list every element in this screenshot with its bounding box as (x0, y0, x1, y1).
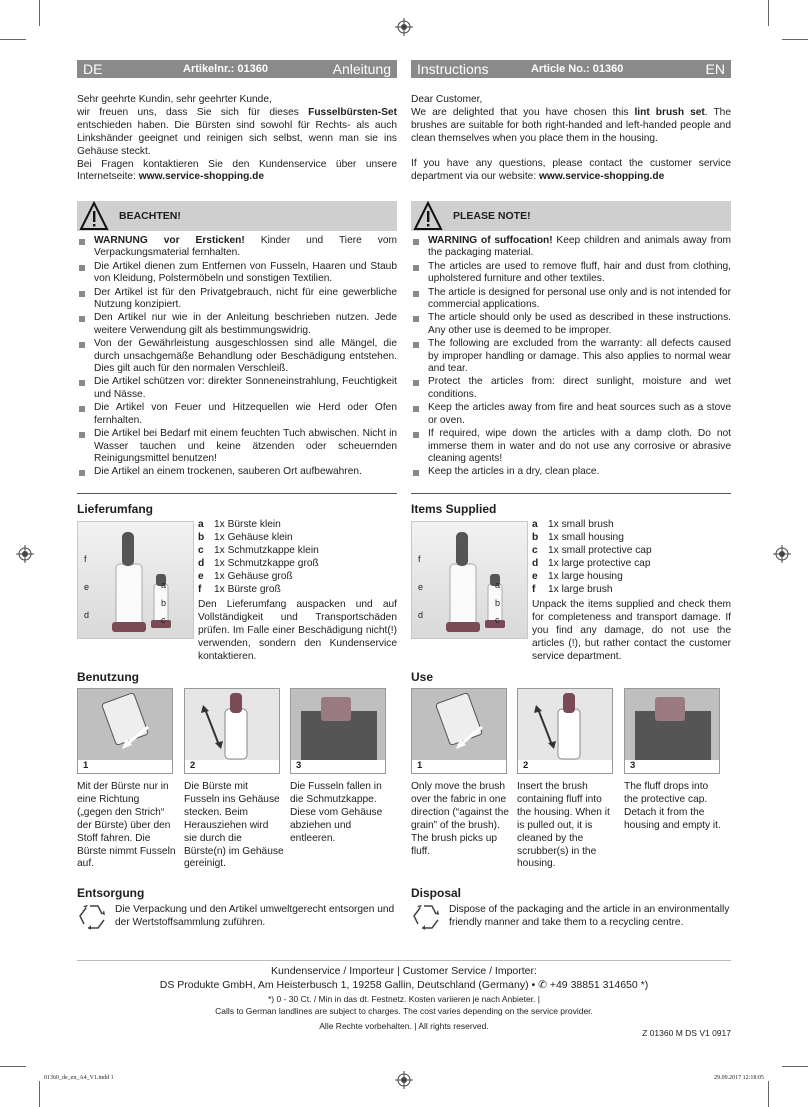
intro-paragraph: wir freuen uns, dass Sie sich für dieses Fusselbürsten-Set entschieden haben. Die Bürsten sind sowohl für Rechts- als auch Linkshänder geeignet und reinigen sich selbst, wenn man sie ins Gehäuse steckt. (77, 106, 397, 157)
step-image-2 (184, 688, 280, 774)
disposal-text: Die Verpackung und den Artikel umweltgerecht entsorgen und der Wertstoffsammlung zuführen. (115, 904, 395, 928)
items-list-en (532, 518, 732, 596)
list-item: Die Artikel an einem trockenen, sauberen Ort aufbewahren. (77, 466, 397, 478)
label-a: a (495, 580, 501, 590)
supply-text: Den Lieferumfang auspacken und auf Vollständigkeit und Transportschäden prüfen. Im Falle einer Beschädigung nicht(!) verwenden, sondern den Kundenservice kontaktieren. (198, 599, 397, 662)
website-link[interactable]: www.service-shopping.de (138, 171, 265, 183)
list-item: The article should only be used as described in these instructions. Any other use is deemed to be improper. (411, 312, 731, 337)
contact-paragraph: If you have any questions, please contact the customer service department via our website: www.service-shopping.de (411, 157, 731, 182)
note-bar-de (77, 201, 397, 231)
document-code: Z 01360 M DS V1 0917 (642, 1028, 731, 1038)
label-f: f (84, 554, 87, 564)
recycle-icon (78, 902, 108, 930)
step-text-3: The fluff drops into the protective cap. Detach it from the housing and empty it. (624, 781, 721, 831)
list-item: Die Artikel bei Bedarf mit einem feuchten Tuch abwischen. Nicht in Wasser tauchen und keine ätzenden oder scheuernden Reinigungsmittel benutzen! (77, 428, 397, 465)
warning-list-en (411, 235, 731, 480)
list-item: d 1x Schmutzkappe groß (198, 558, 319, 569)
doc-title: Instructions (417, 61, 489, 77)
section-title-disposal: Disposal (411, 886, 462, 900)
warning-triangle-icon (79, 201, 109, 231)
registration-mark-icon (773, 545, 791, 563)
registration-mark-icon (16, 545, 34, 563)
step-text-2: Insert the brush containing fluff into the housing. When it is pulled out, it is cleaned by the scrubber(s) in the housing. (517, 781, 610, 870)
disposal-text: Dispose of the packaging and the article in an environmentally friendly manner and take them to a recycling centre. (449, 904, 730, 928)
label-e: e (418, 582, 424, 592)
step-number: 2 (185, 760, 279, 773)
header-bar-de (77, 60, 397, 78)
product-image (77, 521, 194, 639)
intro-de (77, 94, 397, 184)
step-text-1: Only move the brush over the fabric in one direction (“against the grain” of the brush). The brush picks up fluff. (411, 781, 509, 857)
label-d: d (418, 610, 424, 620)
list-item: WARNING of suffocation! Keep children and animals away from the packaging material. (411, 235, 731, 260)
list-item: Keep the articles in a dry, clean place. (411, 466, 731, 478)
label-c: c (161, 615, 166, 625)
warning-triangle-icon (413, 201, 443, 231)
product-image (411, 521, 528, 639)
label-e: e (84, 582, 90, 592)
footer-address: DS Produkte GmbH, Am Heisterbusch 1, 19258 Gallin, Deutschland (Germany) • ✆ +49 38851 314650 *) (159, 979, 649, 991)
crop-mark (768, 1081, 769, 1107)
crop-mark (782, 39, 808, 40)
list-item: Keep the articles away from fire and heat sources such as a stove or oven. (411, 402, 731, 427)
footer-cost-en: Calls to German landlines are subject to charges. The cost varies depending on the service provider. (215, 1006, 593, 1016)
slug-file: 01360_de_en_A4_V1.indd 1 (44, 1075, 114, 1081)
items-list-de (198, 518, 398, 596)
supply-text: Unpack the items supplied and check them for completeness and transport damage. If you find any damage, do not use the articles (!), but rather contact the customer service department. (532, 599, 731, 662)
list-item: The following are excluded from the warranty: all defects caused by improper handling or damage. This also applies to normal wear and tear. (411, 338, 731, 375)
list-item: d 1x large protective cap (532, 558, 651, 569)
list-item: Die Artikel dienen zum Entfernen von Fusseln, Haaren und Staub von Kleidung, Polstermöbeln und sonstigen Textilien. (77, 261, 397, 286)
crop-mark (39, 1081, 40, 1107)
list-item: Den Artikel nur wie in der Anleitung beschrieben nutzen. Jede weitere Verwendung gilt als bestimmungswidrig. (77, 312, 397, 337)
footer-service: Kundenservice / Importeur | Customer Service / Importer: (271, 965, 537, 977)
divider (77, 960, 731, 961)
step-image-1 (77, 688, 173, 774)
doc-title: Anleitung (332, 61, 391, 77)
list-item: f 1x large brush (532, 584, 613, 595)
list-item: c 1x small protective cap (532, 545, 652, 556)
list-item: a 1x small brush (532, 519, 614, 530)
list-item: Die Artikel schützen vor: direkter Sonneneinstrahlung, Feuchtigkeit und Nässe. (77, 376, 397, 401)
divider (411, 493, 731, 494)
intro-en (411, 94, 731, 183)
warning-list-de (77, 235, 397, 480)
section-title-disposal: Entsorgung (77, 886, 145, 900)
crop-mark (0, 39, 26, 40)
footer-cost-de: *) 0 - 30 Ct. / Min in das dt. Festnetz. Kosten variieren je nach Anbieter. | (268, 994, 540, 1004)
list-item: e 1x Gehäuse groß (198, 571, 293, 582)
lang-code: EN (705, 61, 725, 77)
crop-mark (39, 0, 40, 26)
step-number: 3 (291, 760, 385, 773)
list-item: If required, wipe down the articles with a damp cloth. Do not immerse them in water and do not use any corrosive or abrasive cleaning agents! (411, 428, 731, 465)
list-item: Der Artikel ist für den Privatgebrauch, nicht für eine gewerbliche Nutzung konzipiert. (77, 287, 397, 312)
slug-date: 29.09.2017 12:18:05 (714, 1075, 764, 1081)
step-text-1: Mit der Bürste nur in eine Richtung („gegen den Strich“ der Bürste) über den Stoff fahren. Die Bürste nimmt Fusseln auf. (77, 781, 176, 870)
section-title-supply: Items Supplied (411, 502, 497, 516)
salutation: Sehr geehrte Kundin, sehr geehrter Kunde, (77, 94, 272, 105)
registration-mark-icon (395, 18, 413, 36)
crop-mark (0, 1066, 26, 1067)
crop-mark (768, 0, 769, 26)
step-text-3: Die Fusseln fallen in die Schmutzkappe. Diese vom Gehäuse abziehen und entleeren. (290, 781, 383, 844)
footer-rights: Alle Rechte vorbehalten. | All rights reserved. (319, 1021, 489, 1031)
intro-paragraph: We are delighted that you have chosen this lint brush set. The brushes are suitable for both right-handed and left-handed people and clean themselves when you place them in the housing. (411, 106, 732, 144)
recycle-icon (412, 902, 442, 930)
label-a: a (161, 580, 167, 590)
divider (77, 493, 397, 494)
label-d: d (84, 610, 90, 620)
list-item: b 1x small housing (532, 532, 624, 543)
label-f: f (418, 554, 421, 564)
list-item: The articles are used to remove fluff, hair and dust from clothing, upholstered furniture and other textiles. (411, 261, 731, 286)
section-title-use: Use (411, 670, 434, 684)
note-label: BEACHTEN! (119, 210, 181, 222)
article-number: Article No.: 01360 (531, 63, 624, 75)
article-number: Artikelnr.: 01360 (183, 63, 268, 75)
lang-code: DE (83, 61, 103, 77)
step-number: 1 (78, 760, 172, 773)
contact-paragraph: Bei Fragen kontaktieren Sie den Kundenservice über unsere Internetseite: www.service-shopping.de (77, 158, 397, 183)
crop-mark (782, 1066, 808, 1067)
list-item: a 1x Bürste klein (198, 519, 281, 530)
step-text-2: Die Bürste mit Fusseln ins Gehäuse stecken. Beim Herausziehen wird sie durch die Bürste(n) im Gehäuse gereinigt. (184, 781, 284, 870)
step-number: 3 (625, 760, 719, 773)
step-number: 2 (518, 760, 612, 773)
list-item: Die Artikel von Feuer und Hitzequellen wie Herd oder Ofen fernhalten. (77, 402, 397, 427)
list-item: Protect the articles from: direct sunlight, moisture and wet conditions. (411, 376, 731, 401)
label-c: c (495, 615, 500, 625)
note-label: PLEASE NOTE! (453, 210, 531, 222)
list-item: The article is designed for personal use only and is not intended for commercial applications. (411, 287, 731, 312)
label-b: b (495, 598, 501, 608)
step-image-3 (624, 688, 720, 774)
registration-mark-icon (395, 1071, 413, 1089)
section-title-supply: Lieferumfang (77, 502, 154, 516)
step-image-1 (411, 688, 507, 774)
header-bar-en (411, 60, 731, 78)
list-item: c 1x Schmutzkappe klein (198, 545, 319, 556)
label-b: b (161, 598, 167, 608)
step-image-3 (290, 688, 386, 774)
salutation: Dear Customer, (411, 94, 483, 105)
section-title-use: Benutzung (77, 670, 139, 684)
list-item: Von der Gewährleistung ausgeschlossen sind alle Mängel, die durch unsachgemäße Behandlung oder Beschädigung entstehen. Dies gilt auch für den normalen Verschleiß. (77, 338, 397, 375)
note-bar-en (411, 201, 731, 231)
website-link[interactable]: www.service-shopping.de (538, 170, 665, 182)
list-item: e 1x large housing (532, 571, 623, 582)
list-item: WARNUNG vor Ersticken! Kinder und Tiere vom Verpackungsmaterial fernhalten. (77, 235, 397, 260)
step-number: 1 (412, 760, 506, 773)
list-item: b 1x Gehäuse klein (198, 532, 293, 543)
step-image-2 (517, 688, 613, 774)
list-item: f 1x Bürste groß (198, 584, 281, 595)
